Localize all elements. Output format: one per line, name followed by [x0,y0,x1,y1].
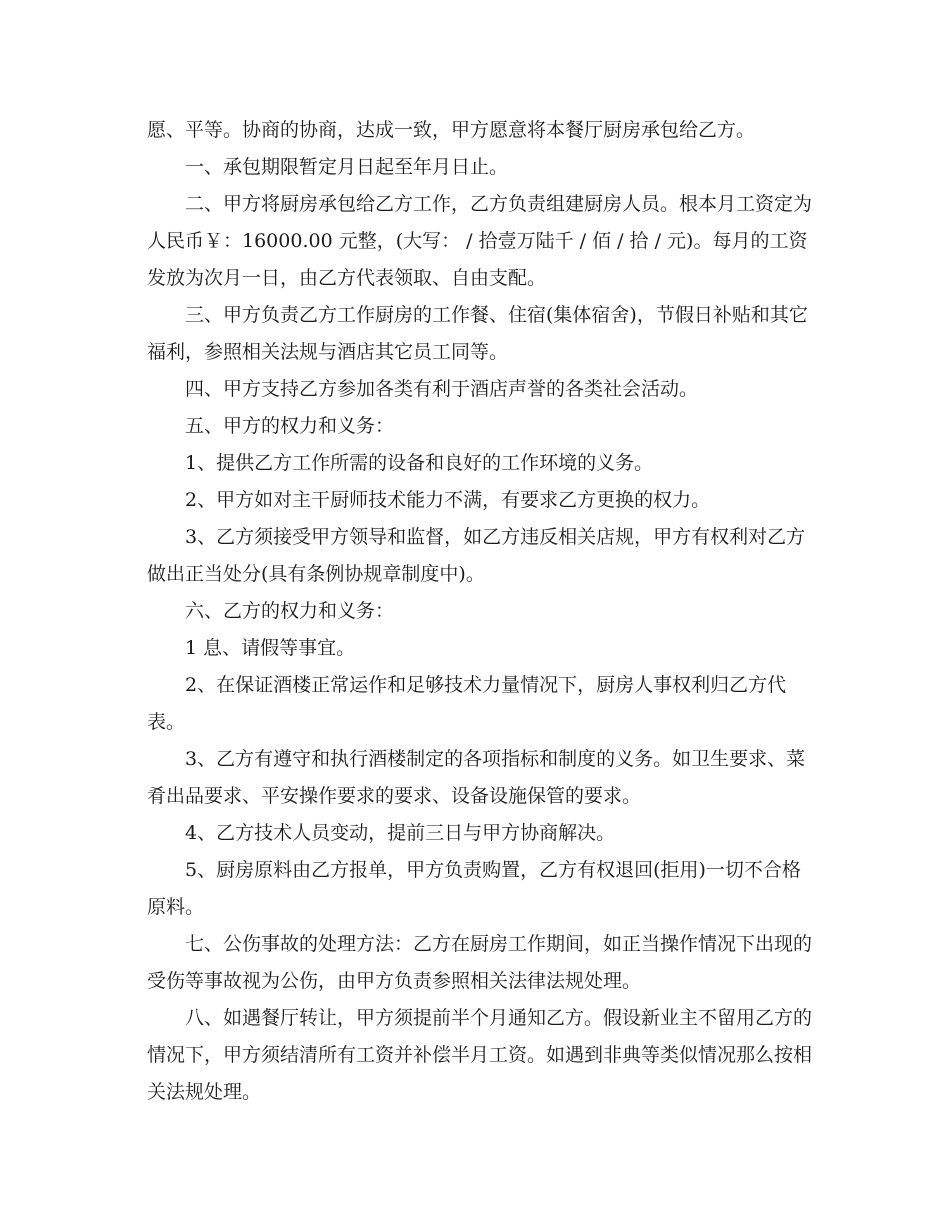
text-line: 关法规处理。 [147,1081,262,1103]
text-line: 做出正当处分(具有条例协规章制度中)。 [147,563,485,585]
text-line: 受伤等事故视为公伤，由甲方负责参照相关法律法规处理。 [147,970,642,992]
text-line: 2、甲方如对主干厨师技术能力不满，有要求乙方更换的权力。 [185,489,711,511]
text-line: 原料。 [147,896,205,918]
text-line: 1 息、请假等事宜。 [185,637,356,659]
text-line: 情况下，甲方须结清所有工资并补偿半月工资。如遇到非典等类似情况那么按相 [147,1044,813,1066]
paragraph-clause-7 [147,926,813,1000]
text-line: 3、乙方须接受甲方领导和监督，如乙方违反相关店规，甲方有权利对乙方 [185,526,806,548]
text-line: 2、在保证酒楼正常运作和足够技术力量情况下，厨房人事权利归乙方代 [185,674,787,696]
text-line: 肴出品要求、平安操作要求的要求、设备设施保管的要求。 [147,785,642,807]
paragraph-clause-6-3 [147,741,807,815]
text-line: 1、提供乙方工作所需的设备和良好的工作环境的义务。 [185,452,654,474]
text-line: 五、甲方的权力和义务： [185,415,395,437]
text-line: 七、公伤事故的处理方法：乙方在厨房工作期间，如正当操作情况下出现的 [185,933,813,955]
text-line: 5、厨房原料由乙方报单，甲方负责购置，乙方有权退回(拒用)一切不合格 [185,859,801,881]
text-line: 愿、平等。协商的协商，达成一致，甲方愿意将本餐厅厨房承包给乙方。 [147,119,756,141]
text-line: 六、乙方的权力和义务： [185,600,395,622]
paragraph-clause-6-heading [147,593,807,630]
paragraph-clause-3 [147,297,807,371]
paragraph-clause-6-1 [147,630,807,667]
text-line: 人民币￥：16000.00 元整，(大写： / 拾壹万陆千 / 佰 / 拾 / 元)。每月的工资 [147,230,808,252]
paragraph-clause-2 [147,186,813,297]
text-line: 一、承包期限暂定月日起至年月日止。 [185,156,509,178]
text-line: 三、甲方负责乙方工作厨房的工作餐、住宿(集体宿舍)，节假日补贴和其它 [185,304,808,326]
paragraph-clause-6-4 [147,815,807,852]
paragraph-intro [147,112,807,149]
paragraph-clause-5-2 [147,482,807,519]
paragraph-clause-1 [147,149,807,186]
paragraph-clause-4 [147,371,807,408]
text-line: 3、乙方有遵守和执行酒楼制定的各项指标和制度的义务。如卫生要求、菜 [185,748,806,770]
text-line: 4、乙方技术人员变动，提前三日与甲方协商解决。 [185,822,616,844]
paragraph-clause-8 [147,1000,813,1111]
paragraph-clause-6-5 [147,852,807,926]
paragraph-clause-5-3 [147,519,807,593]
text-line: 发放为次月一日，由乙方代表领取、自由支配。 [147,267,547,289]
paragraph-clause-5-heading [147,408,807,445]
paragraph-clause-6-2 [147,667,807,741]
text-line: 福利，参照相关法规与酒店其它员工同等。 [147,341,509,363]
paragraph-clause-5-1 [147,445,807,482]
text-line: 表。 [147,711,186,733]
text-line: 二、甲方将厨房承包给乙方工作，乙方负责组建厨房人员。根本月工资定为 [185,193,813,215]
text-line: 四、甲方支持乙方参加各类有利于酒店声誉的各类社会活动。 [185,378,699,400]
text-line: 八、如遇餐厅转让，甲方须提前半个月通知乙方。假设新业主不留用乙方的 [185,1007,813,1029]
